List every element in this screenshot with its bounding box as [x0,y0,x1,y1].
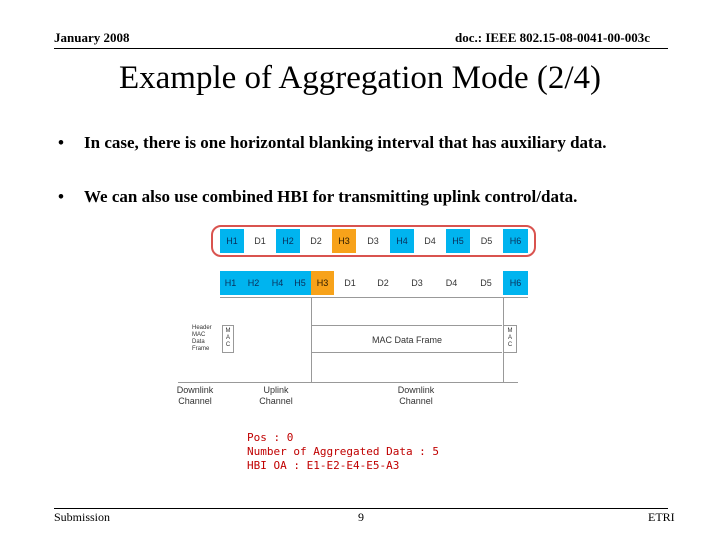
frame-cell-h6: H6 [503,229,528,253]
mac-header-cell-text: M A C [225,328,231,348]
bullet-text: We can also use combined HBI for transmitting uplink control/data. [84,187,578,206]
bullet-1 [0,132,720,176]
mac-data-frame-label: MAC Data Frame [371,335,442,345]
header-doc-id: doc.: IEEE 802.15-08-0041-00-003c [455,30,650,45]
footer-left: Submission [54,510,111,524]
frame-cell-h3: H3 [332,229,356,253]
info-hbi: HBI OA : E1-E2-E4-E5-A3 [247,459,400,472]
frame-cell-h5: H5 [446,229,470,253]
frame-cell-h5: H5 [289,271,311,295]
channel-downlink-left: Downlink Channel [176,385,214,406]
header-rule [54,48,668,49]
frame-cell-d5: D5 [470,229,503,253]
frame-cell-h4: H4 [390,229,414,253]
bullet-marker: • [58,133,64,152]
mac-trailer-cell-text: M A C [507,328,513,348]
frame-cell-d1: D1 [244,229,276,253]
frame-cell-h6: H6 [503,271,528,295]
frame-cell-h4: H4 [266,271,289,295]
info-aggregated: Number of Aggregated Data : 5 [247,445,440,458]
row2-underline [220,297,528,298]
info-pos: Pos : 0 [247,431,294,444]
frame-cell-d5: D5 [469,271,503,295]
frame-cell-d1: D1 [334,271,366,295]
frame-cell-d4: D4 [434,271,469,295]
frame-cell-d3: D3 [400,271,434,295]
channel-span-line [178,382,518,383]
frame-cell-d3: D3 [356,229,390,253]
footer-rule [54,508,668,509]
frame-cell-h2: H2 [276,229,300,253]
frame-cell-d2: D2 [366,271,400,295]
frame-cell-h1: H1 [220,271,241,295]
header-date: January 2008 [54,30,130,45]
frame-cell-d4: D4 [414,229,446,253]
frame-cell-d2: D2 [300,229,332,253]
channel-uplink: Uplink Channel [259,385,293,406]
channel-downlink-right: Downlink Channel [397,385,435,406]
bullet-2 [0,186,720,208]
footer-right: ETRI [648,510,675,524]
slide-title: Example of Aggregation Mode (2/4) [118,60,602,96]
frame-cell-h1: H1 [220,229,244,253]
mac-data-frame [312,325,502,353]
bullet-text: In case, there is one horizontal blanking interval that has auxiliary data. [84,133,607,152]
mac-trailer-cell [503,325,517,353]
frame-cell-h2: H2 [241,271,266,295]
bullet-marker: • [58,187,64,206]
mac-header-label: Header MAC Data Frame [192,325,212,352]
footer-page: 9 [358,510,364,524]
mac-header-cell [222,325,234,353]
frame-cell-h3: H3 [311,271,334,295]
